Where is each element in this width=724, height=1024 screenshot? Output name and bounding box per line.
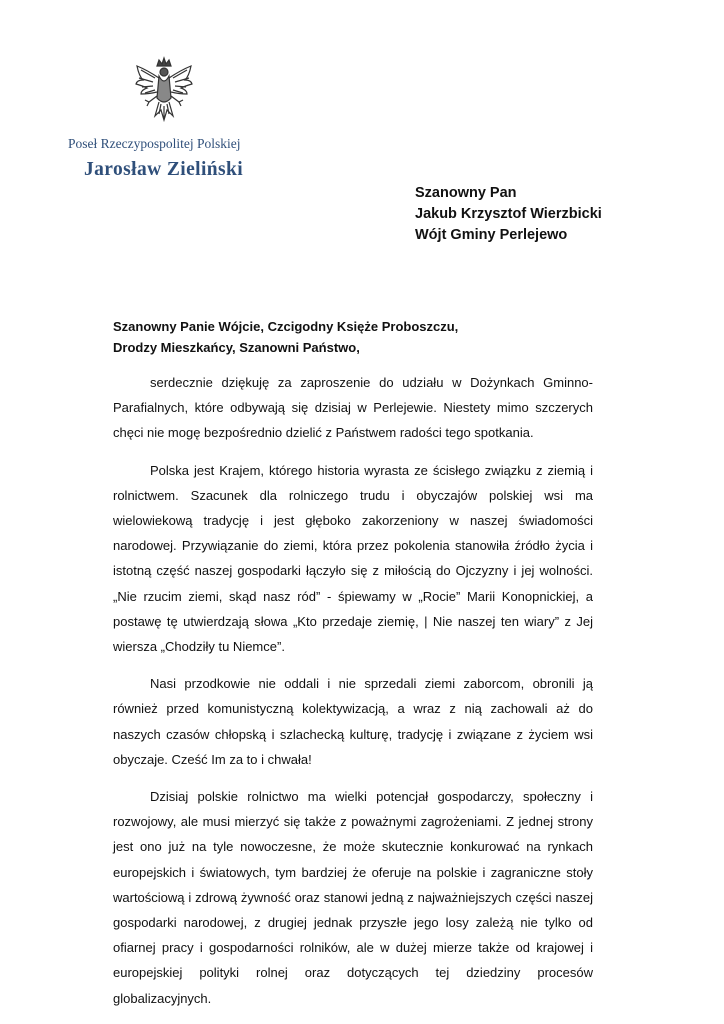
salutation-block [113, 316, 458, 358]
body-paragraph: serdecznie dziękuję za zaproszenie do udziału w Dożynkach Gminno-Parafialnych, które odbywają się dzisiaj w Perlejewie. Niestety mimo szczerych chęci nie mogę bezpośrednio dzielić z Państwem radości tego spotkania. [113, 375, 593, 441]
body-paragraph: Polska jest Krajem, którego historia wyrasta ze ścisłego związku z ziemią i rolnictwem. Szacunek dla rolniczego trudu i obyczajów polskiej wsi ma wielowiekową tradycję i jest głęboko zakorzeniony w naszej świadomości narodowej. Przywiązanie do ziemi, która przez pokolenia stanowiła źródło życia i istotną część naszej gospodarki łączyło się z miłością do Ojczyzny i jej wolności. „Nie rzucim ziemi, skąd nasz ród” - śpiewamy w „Rocie” Marii Konopnickiej, a postawę tę utwierdzają słowa „Kto przedaje ziemię, | Nie naszej ten wiary” z Jej wiersza „Chodziły tu Niemce”. [113, 462, 593, 655]
salutation-line: Szanowny Panie Wójcie, Czcigodny Księże Proboszczu, [113, 319, 459, 334]
polish-eagle-icon [133, 56, 195, 126]
sender-name: Jarosław Zieliński [84, 159, 244, 180]
recipient-line: Jakub Krzysztof Wierzbicki [415, 206, 602, 222]
sender-title: Poseł Rzeczypospolitej Polskiej [68, 136, 241, 151]
recipient-line: Szanowny Pan [415, 185, 517, 201]
body-paragraph: Dzisiaj polskie rolnictwo ma wielki potencjał gospodarczy, społeczny i rozwojowy, ale musi mierzyć się także z poważnymi zagrożeniami. Z jednej strony jest ono już na tyle nowoczesne, że może skutecznie konkurować na rynkach europejskich i światowych, tym bardziej że oferuje na polskie i zagraniczne stoły wartościową i zdrową żywność oraz stanowi jedną z najważniejszych części naszej gospodarki narodowej, z drugiej jednak przyszłe jego losy zależą nie tylko od ofiarnej pracy i gospodarności rolników, ale w dużej mierze także od krajowej i europejskiej polityki rolnej oraz dotyczących tej dziedziny procesów globalizacyjnych. [113, 789, 593, 1006]
recipient-block [415, 183, 602, 246]
letter-body [113, 370, 593, 1023]
salutation-line: Drodzy Mieszkańcy, Szanowni Państwo, [113, 340, 360, 355]
recipient-line: Wójt Gminy Perlejewo [415, 227, 568, 243]
body-paragraph: Nasi przodkowie nie oddali i nie sprzedali ziemi zaborcom, obronili ją również przed komunistyczną kolektywizacją, a wraz z nią zachowali aż do naszych czasów chłopską i szlachecką kulturę, tradycję i związane z życiem wsi obyczaje. Cześć Im za to i chwała! [113, 676, 593, 767]
